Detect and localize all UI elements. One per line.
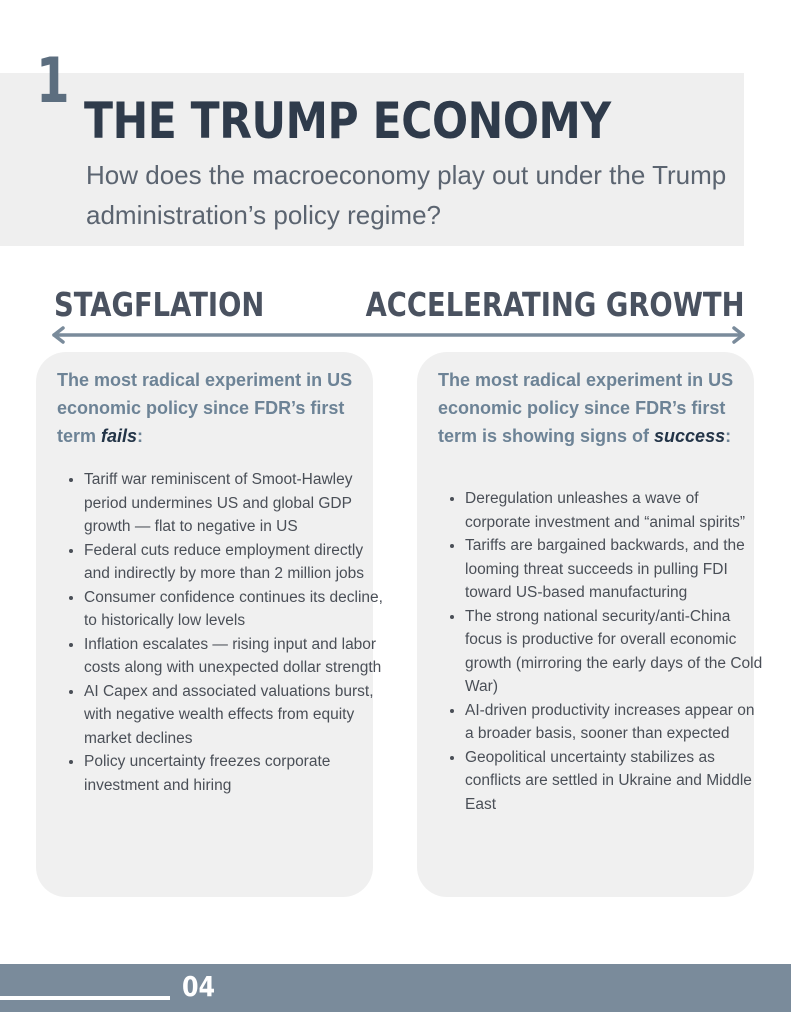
- section-number: 1: [36, 44, 70, 117]
- scale-label-accelerating-growth: ACCELERATING GROWTH: [366, 285, 745, 324]
- growth-heading-text: The most radical experiment in US economic policy since FDR’s first term is showing signs of: [438, 370, 734, 446]
- double-arrow-icon: [50, 326, 747, 344]
- growth-heading-emphasis: success: [654, 426, 726, 446]
- list-item: • AI-driven productivity increases appear on a broader basis, sooner than expected: [465, 699, 765, 746]
- list-item: • Deregulation unleashes a wave of corporate investment and “animal spirits”: [465, 487, 765, 534]
- list-item: • Federal cuts reduce employment directly and indirectly by more than 2 million jobs: [84, 539, 384, 586]
- list-item: • Tariffs are bargained backwards, and the looming threat succeeds in pulling FDI toward US-based manufacturing: [465, 534, 765, 605]
- page-subtitle: How does the macroeconomy play out under the Trump administration’s policy regime?: [86, 160, 727, 230]
- list-item: • Geopolitical uncertainty stabilizes as conflicts are settled in Ukraine and Middle East: [465, 746, 765, 817]
- footer-band: [0, 964, 791, 1012]
- list-item: • The strong national security/anti-China focus is productive for overall economic growth (mirroring the early days of the Cold War): [465, 605, 765, 699]
- stagflation-heading-text: The most radical experiment in US economic policy since FDR’s first term: [57, 370, 353, 446]
- stagflation-heading-emphasis: fails: [101, 426, 138, 446]
- list-item: • Policy uncertainty freezes corporate investment and hiring: [84, 750, 384, 797]
- list-item: • Tariff war reminiscent of Smoot-Hawley period undermines US and global GDP growth — flat to negative in US: [84, 468, 384, 539]
- page-number: 04: [182, 970, 216, 1003]
- stagflation-heading: [57, 366, 357, 450]
- list-item: • Consumer confidence continues its decline, to historically low levels: [84, 586, 384, 633]
- page-title: THE TRUMP ECONOMY: [84, 92, 611, 150]
- growth-card: [417, 352, 763, 897]
- growth-heading: [438, 366, 738, 450]
- stagflation-bullets: [66, 468, 384, 797]
- growth-heading-suffix: :: [725, 426, 732, 446]
- scale-label-stagflation: STAGFLATION: [54, 285, 265, 324]
- list-item: • Inflation escalates — rising input and labor costs along with unexpected dollar strength: [84, 633, 384, 680]
- footer-rule: [0, 996, 170, 1000]
- growth-bullets: [447, 487, 765, 816]
- list-item: • AI Capex and associated valuations burst, with negative wealth effects from equity market declines: [84, 680, 384, 751]
- stagflation-card: [36, 352, 383, 897]
- stagflation-heading-suffix: :: [137, 426, 144, 446]
